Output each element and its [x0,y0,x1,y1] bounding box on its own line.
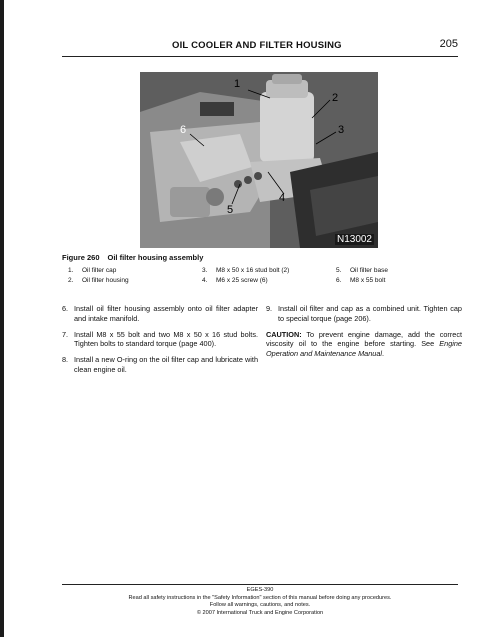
figure-title: Oil filter housing assembly [107,253,204,262]
steps-column-left [62,304,258,381]
steps-column-right [266,304,462,365]
callout-6: 6 [180,124,187,136]
footer-divider [62,584,458,585]
engine-photo [140,72,378,248]
callout-3: 3 [338,124,345,136]
legend-item: 6. M8 x 55 bolt [336,277,386,284]
page-footer [62,587,458,617]
figure-label: Figure 260 [62,253,100,262]
procedure-step: 6. Install oil filter housing assembly onto oil filter adapter and intake manifold. [62,304,258,323]
caution-note: CAUTION: To prevent engine damage, add the correct viscosity oil to the engine before starting. See Engine Operation and Maintenance Manual. [266,329,462,359]
figure-code: N13002 [336,234,372,245]
page-header [62,36,458,57]
callout-4: 4 [279,192,286,204]
legend-item: 1. Oil filter cap [68,267,117,274]
legend-item: 5. Oil filter base [336,267,388,274]
figure-caption [62,253,203,262]
copyright: © 2007 International Truck and Engine Corporation [196,609,324,616]
document-id: EGES-390 [246,587,274,593]
procedure-step: 7. Install M8 x 55 bolt and two M8 x 50 x 16 stud bolts. Tighten bolts to standard torque (page 400). [62,329,258,349]
procedure-step: 8. Install a new O-ring on the oil filter cap and lubricate with clean engine oil. [62,355,258,374]
callout-2: 2 [332,92,339,104]
warnings-notice: Follow all warnings, cautions, and notes. [209,602,311,608]
page-title: OIL COOLER AND FILTER HOUSING [172,40,342,51]
legend-item: 3. M8 x 50 x 16 stud bolt (2) [202,267,290,274]
procedure-step: 9. Install oil filter and cap as a combined unit. Tighten cap to special torque (page 206). [266,304,462,323]
callout-1: 1 [234,78,241,90]
safety-notice: Read all safety instructions in the "Safety Information" section of this manual before doing any procedures. [128,594,392,601]
callout-5: 5 [227,204,234,216]
legend-item: 4. M6 x 25 screw (6) [202,277,268,284]
page-number: 205 [439,38,458,50]
engine-illustration [140,72,378,248]
page-edge-bar [0,0,4,637]
legend-item: 2. Oil filter housing [68,277,129,284]
